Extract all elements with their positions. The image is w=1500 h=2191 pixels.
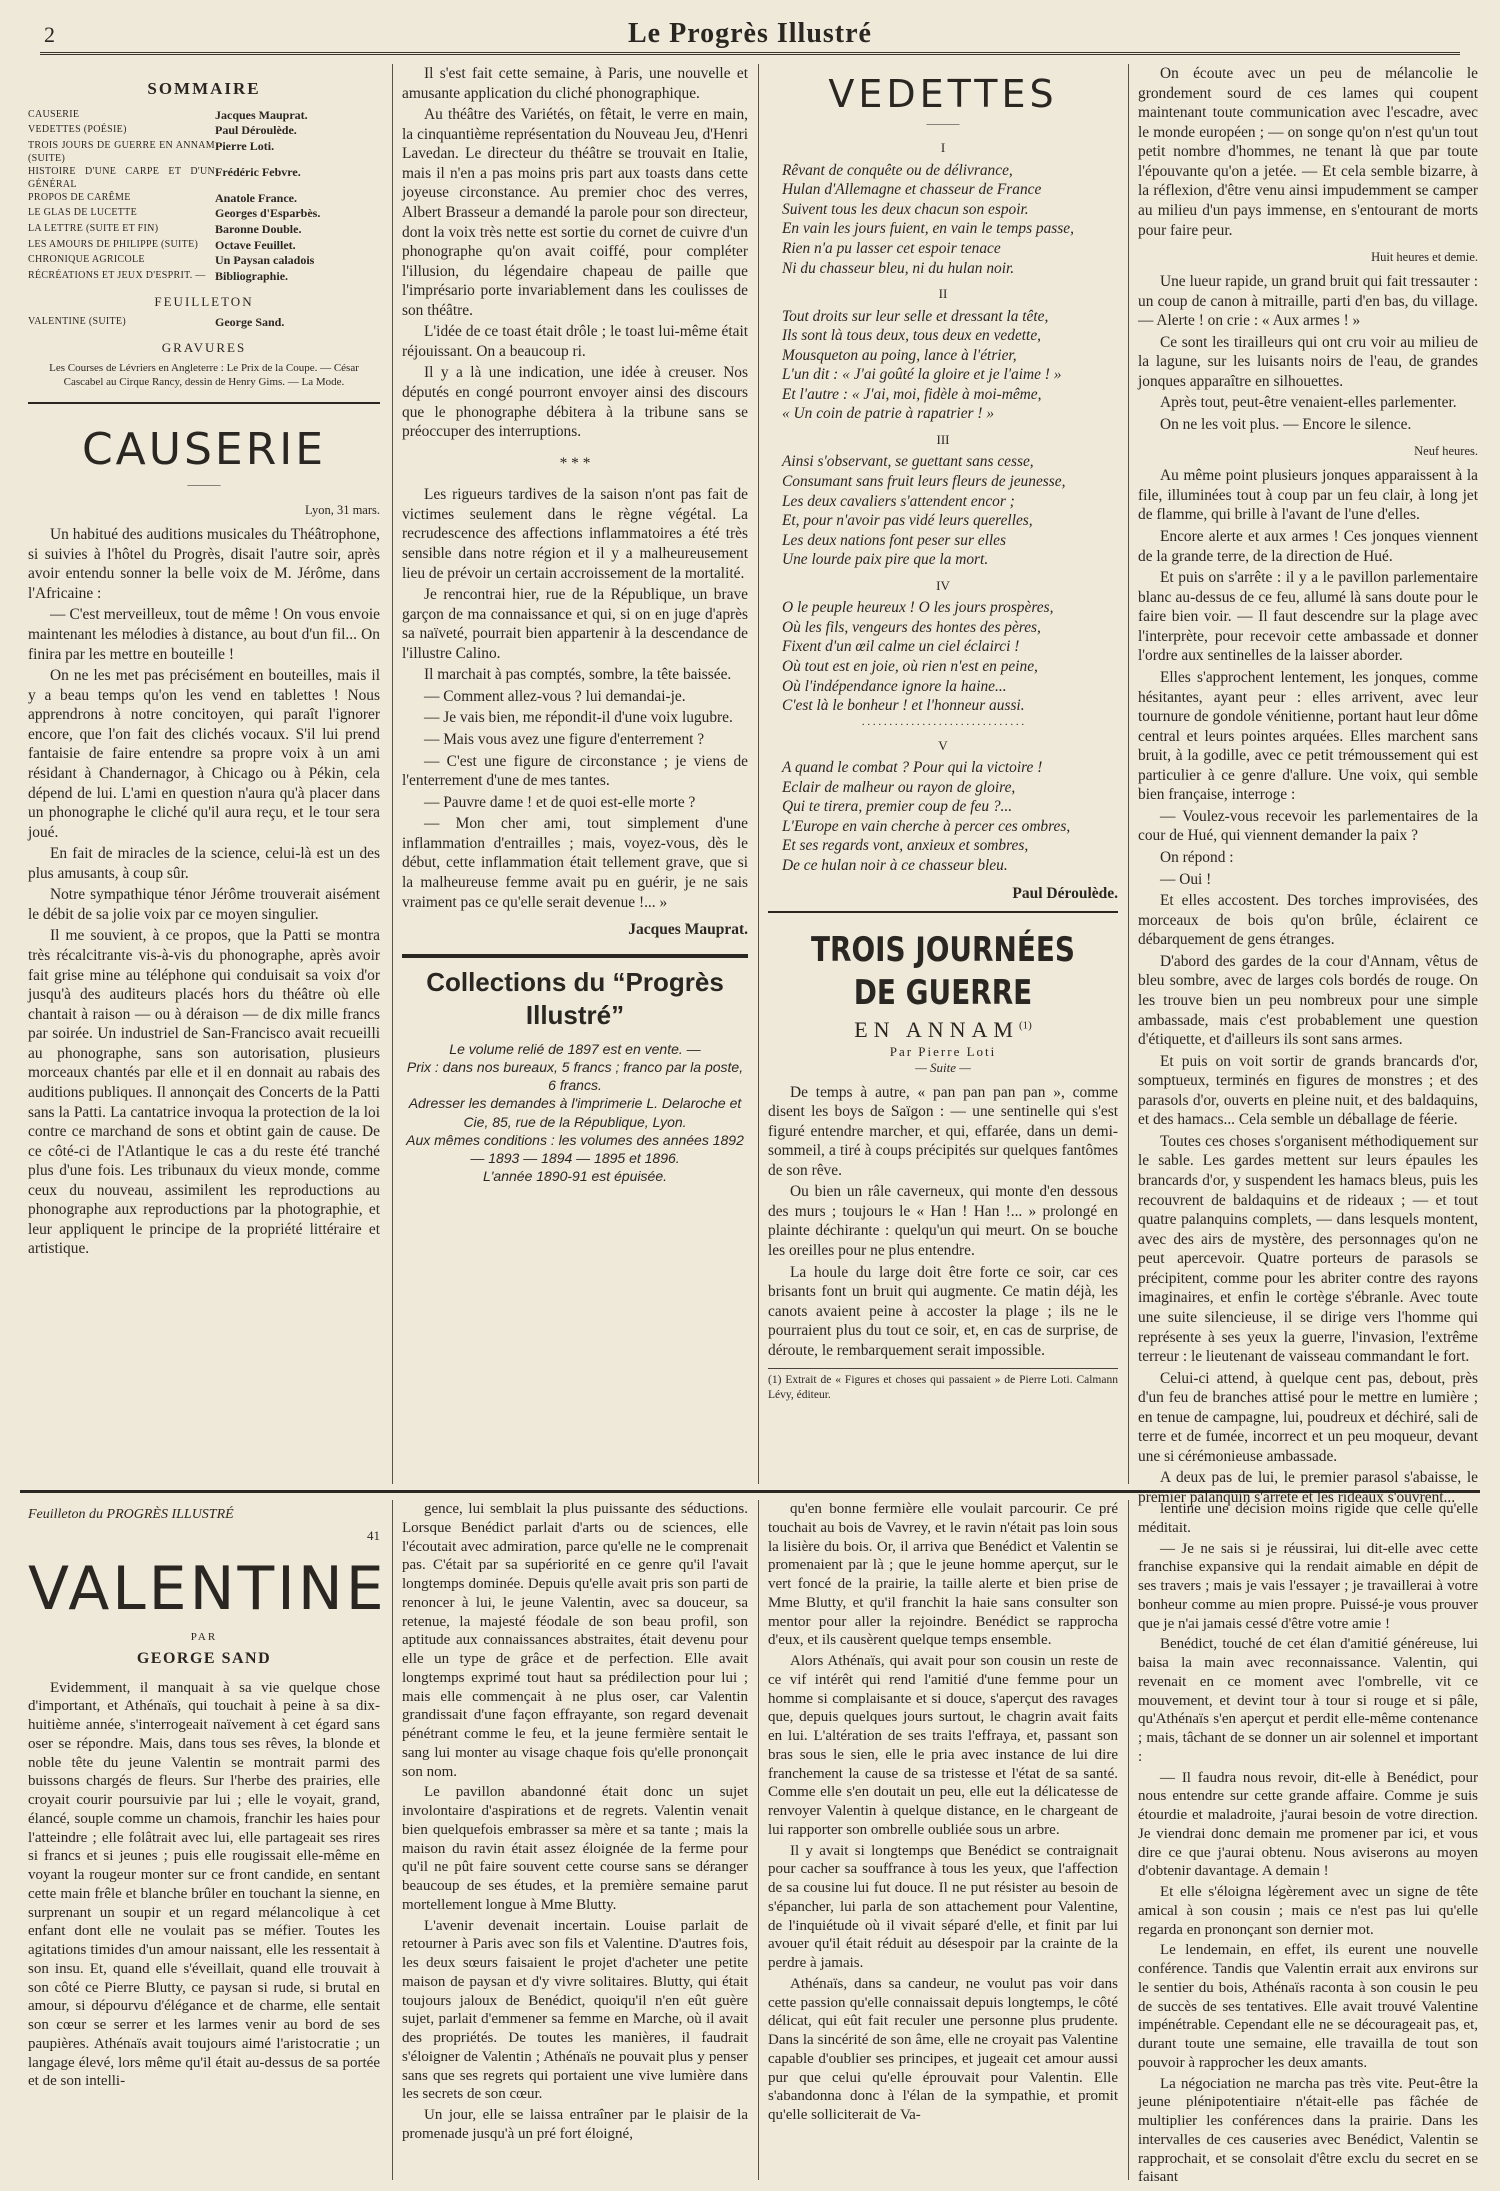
time-marker: Huit heures et demie. [1371, 250, 1478, 265]
valentine-title: VALENTINE [28, 1553, 387, 1624]
paragraph: D'abord des gardes de la cour d'Annam, vêtus de bleu sombre, avec de larges cols bordés de rouge. On les trouve bien un peu nombreux pour une simple ambassade, mais c'est probablement une question d'étiquette, et d'ailleurs ils sont sans armes. [1138, 952, 1478, 1049]
verse-line: Où les fils, vengeurs des hontes des pères, [782, 618, 1041, 636]
paragraph: On écoute avec un peu de mélancolie le grondement sourd de ces lames qui coupent maintenant toute communication avec l'escadre, avec le monde européen ; — on songe qu'on n'est qu'un tout petit nombre d'hommes, ne tenant là que par toute l'épouvante qu'on a jetée. — Et cela semble bizarre, à la réflexion, d'être venu ainsi impudemment se camper au milieu d'un pays immense, en s'entourant de morts pour faire peur. [1138, 65, 1478, 239]
stanza [768, 758, 1118, 875]
sommaire-item: CHRONIQUE AGRICOLE [28, 254, 145, 266]
paragraph: Et puis on voit sortir de grands brancards d'or, somptueux, terminés en figures de monstres ; et des parasols d'or, ouverts en pleine nuit, et des baldaquins, et des hamacs... Cela semble un déballage de féerie. [1138, 1052, 1478, 1129]
ornament: ——— [926, 118, 960, 131]
sommaire-author: Un Paysan caladois [215, 253, 315, 268]
paragraph: Il me souvient, à ce propos, que la Patti se montra très récalcitrante vis-à-vis du phonographe, après avoir fait grise mine au téléphone qui conduisait sa voix d'or jusqu'à des auditeurs placés hors du théâtre où elle chantait à raison — ou à déraison — de dix mille francs par soirée. Un industriel de San-Francisco avait recueilli au phonographe, sans son autorisation, plusieurs morceaux chantés par elle et il en donnait au rabais des auditions publiques. Il annonçait des Concerts de la Patti sans la Patti. La cantatrice invoqua la protection de la loi contre ce marchand de sons et obtint gain de cause. De ce côté-ci de l'Atlantique le cas a du reste été tranché plus d'une fois. Les tribunaux du vieux monde, comme ceux du nouveau, assimilent les reproductions au phonographe aux reproductions par la photographie, et leur appliquent le principe de la propriété littéraire et artistique. [28, 927, 380, 1258]
paragraph: — Pauvre dame ! et de quoi est-elle morte ? [424, 793, 696, 811]
column-3 [768, 64, 1118, 1484]
causerie-body-1 [28, 525, 380, 1259]
paragraph: Et puis on s'arrête : il y a le pavillon parlementaire blanc au-dessus de ce feu, allumé là sans doute pour le faire bien voir. — Il faut descendre sur la plage avec l'interprète, pour recevoir cette ambassade et donner l'ordre aux sentinelles de la laisser aborder. [1138, 569, 1478, 665]
feuilleton-column-3 [768, 1500, 1118, 2180]
vedettes-title: VEDETTES [828, 72, 1058, 116]
feuilleton-body-4 [1138, 1500, 1478, 2187]
sommaire-author: Anatole France. [215, 190, 297, 205]
page-number: 2 [44, 22, 55, 47]
sommaire-author: Paul Déroulède. [215, 123, 297, 138]
ad-text [402, 1040, 748, 1186]
paragraph: lentine une décision moins rigide que celle qu'elle méditait. [1138, 1501, 1478, 1536]
stanza [768, 307, 1118, 424]
sommaire [28, 78, 380, 390]
sommaire-entry [28, 123, 380, 139]
paragraph: — Je ne sais si je réussirai, lui dit-elle avec cette franchise expansive qui la rendait aimable en dépit de ses travers ; mais je vais l'essayer ; je travaillerai à votre bonheur comme au mien propre. Puissé-je vous prouver que je n'ai jamais cessé d'être votre amie ! [1138, 1540, 1478, 1632]
stanza-number: III [936, 431, 950, 447]
verse-line: Hulan d'Allemagne et chasseur de France [782, 181, 1042, 199]
paragraph: On répond : [1160, 849, 1234, 866]
verse-line: Et ses regards vont, anxieux et sombres, [782, 837, 1029, 855]
column-1 [28, 64, 380, 1484]
column-rule [1128, 1500, 1129, 2180]
feuilleton-label: Feuilleton du PROGRÈS ILLUSTRÉ [28, 1507, 234, 1522]
column-2 [402, 64, 748, 1484]
loti-body-c [1138, 466, 1478, 1507]
paragraph: Les rigueurs tardives de la saison n'ont pas fait de victimes seulement dans le règne végétal. La recrudescence des affections inflammatoires a été très sensible dans notre région et il y a malheureusement lieu de prévoir un certain accroissement de la mortalité. [402, 486, 748, 582]
paragraph: — C'est merveilleux, tout de même ! On vous envoie maintenant les mélodies à distance, au bout d'un fil... On finira par les mettre en bouteille ! [28, 606, 380, 663]
feuilleton-column-2 [402, 1500, 748, 2180]
sommaire-item: CAUSERIE [28, 108, 80, 120]
trois-title: TROIS JOURNÉES DE GUERRE [810, 930, 1076, 1014]
sommaire-item: LA LETTRE (SUITE ET FIN) [28, 222, 159, 234]
loti-body-a [1138, 64, 1478, 240]
sommaire-item: VALENTINE (SUITE) [28, 315, 126, 327]
verse-line: Fixent d'un œil calme un ciel éclairci ! [782, 638, 1020, 656]
verse-line: Eclair de malheur ou rayon de gloire, [782, 778, 1016, 796]
paragraph: La houle du large doit être forte ce soir, car ces brisants font un bruit qui augmente. Ce matin déjà, les canots avaient peine à accoster la plage ; ils ne le pourraient plus du tout ce soir, et, en cas de surprise, de déroute, le rembarquement serait impossible. [768, 1263, 1118, 1359]
column-rule [392, 64, 393, 1484]
verse-line: Ni du chasseur bleu, ni du hulan noir. [782, 259, 1015, 277]
sommaire-entry [28, 269, 380, 285]
verse-line: O le peuple heureux ! O les jours prospères, [782, 599, 1054, 617]
paragraph: Ou bien un râle caverneux, qui monte d'en dessous des murs ; toujours le « Han ! Han !... » prolongé en plainte déchirante : quelqu'un qui meurt. On se bouche les oreilles pour ne plus entendre. [768, 1183, 1118, 1260]
trois-subtitle [768, 1016, 1118, 1044]
paragraph: gence, lui semblait la plus puissante des séductions. Lorsque Benédict parlait d'arts ou de sciences, elle l'écoutait avec admiration, parce qu'elle ne le comprenait pas. C'était par sa supériorité en ce genre qu'il l'avait longtemps dominée. Depuis qu'elle avait pris son parti de renoncer à lui, le jeune Valentin, avec sa douceur, sa retenue, la majesté féodale de son beau profil, son aptitude aux connaissances abstraites, était devenu pour elle un type de grâce et de perfection. Elle avait longtemps exprimé tout haut sa prédilection pour lui ; mais elle commençait à ne plus oser, car Valentin grandissait d'une façon effrayante, son regard devenait pénétrant comme le feu, et la jeune fermière sentait le sang lui monter au visage chaque fois qu'elle prononçait son nom. [402, 1501, 748, 1780]
sommaire-entry [28, 206, 380, 222]
verse-line: Rien n'a pu lasser cet espoir tenace [782, 239, 1001, 257]
paragraph: — C'est une figure de circonstance ; je viens de l'enterrement d'une de mes tantes. [402, 752, 748, 790]
trois-byline: Par Pierre Loti [889, 1043, 997, 1059]
paragraph: On ne les voit plus. — Encore le silence. [1160, 415, 1412, 433]
stanza [768, 598, 1118, 715]
footnote-mark: (1) [1018, 1019, 1032, 1032]
feuilleton-label: FEUILLETON [154, 294, 254, 310]
paragraph: L'avenir devenait incertain. Louise parlait de retourner à Paris avec son fils et Valentine. D'autres fois, les deux sœurs faisaient le projet d'acheter une petite maison de paysan et d'y vivre solitaires. Blutty, qui était toujours jaloux de Benédict, quoiqu'il n'en eût guère sujet, parlait d'emmener sa femme en Marche, où il avait des propriétés. De toutes les manières, il faudrait s'éloigner de Valentin ; Athénaïs ne pouvait plus y penser sans que ses regrets qui portaient une vive lumière dans les secrets de son cœur. [402, 1917, 748, 2103]
paragraph: Celui-ci attend, à quelque cent pas, debout, près d'un feu de branches attisé pour le mettre en lumière ; en tenue de campagne, lui, poudreux et déchiré, sali de terre et de fumée, incorrect et un peu moqueur, devant une si cérémonieuse ambassade. [1138, 1369, 1478, 1465]
paragraph: Toutes ces choses s'organisent méthodiquement sur le sable. Les gardes mettent sur leurs épaules les brancards d'or, y suspendent les hamacs bleus, puis les recouvrent de baldaquins et de rideaux ; — et tout quatre palanquins complets, — dans lesquels montent, avec des airs de mystère, des personnages qu'on ne peut apercevoir. Quatre porteurs de parasols se précipitent, comme pour les abriter contre des rayons imaginaires, et enfin le cortège s'ébranle. Avec toute une suite silencieuse, il se dirige vers l'homme qui représente à ses yeux la guerre, l'invasion, l'extrême terreur : le lieutenant de vaisseau commandant le fort. [1138, 1132, 1478, 1366]
verse-line: Consumant sans fruit leurs fleurs de jeunesse, [782, 473, 1066, 491]
paragraph: Et elle s'éloigna légèrement avec un signe de tête amical à son cousin ; mais ce n'est pas lui qu'elle regarda en prononçant son dernier mot. [1138, 1884, 1478, 1938]
feuilleton-body-1 [28, 1679, 380, 2092]
paragraph: Le pavillon abandonné était donc un sujet involontaire d'aspirations et de regrets. Valentin venait bien quelquefois embrasser sa mère et sa tante ; mais la maison du ravin était assez éloignée de la ferme pour qu'il ne pût faire souvent cette course sans se déranger beaucoup de ses études, et la première semaine parut mortellement longue à Mme Blutty. [402, 1784, 748, 1913]
feuilleton-column-4 [1138, 1500, 1478, 2186]
gravures-text: Les Courses de Lévriers en Angleterre : Le Prix de la Coupe. — César Cascabel au Cirque Rancy, dessin de Henry Gims. — La Mode. [49, 361, 359, 389]
sommaire-entry [28, 238, 380, 254]
time-marker: Neuf heures. [1414, 444, 1478, 459]
paragraph: De temps à autre, « pan pan pan pan », comme disent les boys de Saïgon : — une sentinelle qui s'est figuré entendre marcher, et qui, effarée, dans un demi-sommeil, a tiré à coups précipités sur quelques fantômes de son rêve. [768, 1083, 1118, 1179]
paragraph: Il y a là une indication, une idée à creuser. Nos députés en congé pourront envoyer ainsi des discours que le phonographe débitera à la tribune sans se préoccuper des interruptions. [402, 364, 748, 441]
column-rule [758, 1500, 759, 2180]
sommaire-item: PROPOS DE CARÊME [28, 191, 131, 203]
paragraph: Notre sympathique ténor Jérôme trouverait aisément le débit de sa jolie voix par ce moyen singulier. [28, 886, 380, 923]
sommaire-author: George Sand. [215, 314, 285, 329]
stanza [768, 452, 1118, 569]
stanza-number: V [938, 737, 948, 753]
trois-suite: — Suite — [915, 1060, 971, 1076]
paragraph: Après tout, peut-être venaient-elles parlementer. [1160, 394, 1457, 412]
sommaire-entry [28, 165, 380, 191]
gravures-label: GRAVURES [161, 340, 247, 356]
stanza [768, 161, 1118, 278]
ornament: ——— [187, 479, 221, 492]
sommaire-author: Pierre Loti. [215, 138, 275, 153]
trois-body [768, 1083, 1118, 1361]
paragraph: Ce sont les tirailleurs qui ont cru voir au milieu de la lagune, sur les luisants noirs de l'eau, de grandes jonques apparaître en silhouettes. [1138, 333, 1478, 390]
feuilleton-body-2 [402, 1500, 748, 2144]
verse-line: C'est là le bonheur ! et l'honneur aussi. [782, 697, 1025, 715]
paragraph: L'idée de ce toast était drôle ; le toast lui-même était réjouissant. On a beaucoup ri. [402, 323, 748, 360]
sommaire-entry [28, 315, 380, 331]
sommaire-entry [28, 253, 380, 269]
verse-line: Qui te tirera, premier coup de feu ?... [782, 798, 1013, 816]
ellipsis-line: . . . . . . . . . . . . . . . . . . . . . . . . . . . . . . [861, 715, 1025, 728]
verse-line: Où l'indépendance ignore la haine... [782, 677, 1007, 695]
verse-line: Ils sont là tous deux, tous deux en vedette, [782, 327, 1042, 345]
paragraph: Il y avait si longtemps que Benédict se contraignait pour cacher sa souffrance à tous les yeux, que l'affection de sa cousine lui fut douce. Il ne put résister au besoin de s'épancher, lui parla de son attachement pour Valentine, de l'inquiétude où il vivait séparé d'elle, et finit par lui avouer qu'il était réduit au désespoir par la crainte de la perdre à jamais. [768, 1842, 1118, 1971]
sommaire-item: LE GLAS DE LUCETTE [28, 207, 137, 219]
feuilleton-body-3 [768, 1500, 1118, 2125]
sommaire-item: HISTOIRE D'UNE CARPE ET D'UN GÉNÉRAL [28, 165, 215, 190]
causerie-body-2 [402, 64, 748, 442]
ad-title: Collections du “Progrès Illustré” [426, 966, 724, 1030]
causerie-body-3 [402, 485, 748, 912]
verse-line: L'un dit : « J'ai goûté la gloire et je l'aime ! » [782, 366, 1062, 384]
section-divider [768, 911, 1118, 913]
paragraph: qu'en bonne fermière elle voulait parcourir. Ce pré touchait au bois de Vavrey, et le ravin n'était pas loin sous la lisière du bois. Or, il arriva que Benédict et Valentin se promenaient par là ; que le jeune homme aperçut, sur le vert foncé de la prairie, la taille alerte et bien prise de Mme Blutty, et qu'il franchit la haie sans consulter son mentor pour aller la rejoindre. Benédict se rapprocha d'eux, et ils causèrent quelque temps ensemble. [768, 1501, 1118, 1649]
page-header [40, 12, 1460, 55]
feuilleton-number: 41 [367, 1527, 380, 1543]
verse-line: Les deux cavaliers s'attendent encor ; [782, 492, 1015, 510]
stanza-number: II [938, 286, 948, 302]
verse-line: Suivent tous les deux chacun son espoir. [782, 200, 1029, 218]
paragraph: Athénaïs, dans sa candeur, ne voulut pas voir dans cette passion qu'elle connaissait depuis longtemps, le côté délicat, qui eût fait reculer une personne plus prudente. Dans la sincérité de son âme, elle ne croyait pas Valentine capable d'oublier ses principes, et jugeait cet amour aussi pur que celui qu'elle éprouvait pour Valentin. Elle s'abandonna donc à l'élan de la sympathie, et promit qu'elle solliciterait de Va- [768, 1975, 1118, 2123]
stanza-number: IV [936, 577, 950, 593]
column-4 [1138, 64, 1478, 1506]
paragraph: La négociation ne marcha pas très vite. Peut-être la jeune plénipotentiaire n'était-elle pas fâchée de multiplier les conférences dans la prairie. Dans les intervalles de ces causeries avec Benédict, Valentin se rapprochait, et se consolait d'être exclu du secret en se faisant [1138, 2075, 1478, 2186]
ad-line: Aux mêmes conditions : les volumes des années 1892 — 1893 — 1894 — 1895 et 1896. [406, 1131, 744, 1166]
ad-line: Le volume relié de 1897 est en vente. — [449, 1040, 701, 1057]
paragraph: Il marchait à pas comptés, sombre, la tête baissée. [424, 666, 732, 684]
paragraph: Je rencontrai hier, rue de la République, un brave garçon de ma connaissance et qui, si on en juge d'après sa naïveté, pourrait bien appartenir à la descendance de l'illustre Calino. [402, 586, 748, 662]
verse-line: Et l'autre : « J'ai, moi, fidèle à moi-même, [782, 385, 1042, 403]
ad-line: L'année 1890-91 est épuisée. [482, 1168, 668, 1185]
verse-line: Une lourde paix pire que la mort. [782, 551, 989, 569]
masthead-title: Le Progrès Illustré [628, 18, 872, 49]
sommaire-entry [28, 108, 380, 124]
verse-line: En vain les jours fuient, en vain le temps passe, [782, 220, 1074, 238]
column-rule [1128, 64, 1129, 1484]
sommaire-title: SOMMAIRE [147, 79, 261, 98]
paragraph: — Oui ! [1160, 870, 1212, 888]
causerie-title: CAUSERIE [81, 423, 327, 475]
paragraph: — Mais vous avez une figure d'enterrement ? [424, 731, 705, 748]
paragraph: — Je vais bien, me répondit-il d'une voix lugubre. [424, 709, 733, 727]
sommaire-author: Bibliographie. [215, 268, 289, 283]
verse-line: A quand le combat ? Pour qui la victoire ! [782, 759, 1043, 777]
sommaire-author: Octave Feuillet. [215, 237, 296, 252]
verse-line: Rêvant de conquête ou de délivrance, [782, 161, 1013, 179]
paragraph: Benédict, touché de cet élan d'amitié généreuse, lui baisa la main avec reconnaissance. Valentin, qui revenait en ce moment avec l'ombrelle, vit ce mouvement, et devint tour à tour si rouge et si pâle, qu'Athénaïs s'en aperçut et perdit elle-même contenance ; mais, tâchant de se donner un air solennel et important : [1138, 1636, 1478, 1765]
loti-body-b [1138, 272, 1478, 435]
paragraph: Au théâtre des Variétés, on fêtait, le verre en main, la cinquantième représentation du Nouveau Jeu, d'Henri Lavedan. Le directeur du théâtre se trouvait en Italie, mais il n'en a pas moins pris part aux toasts dans cette joyeuse circonstance. Au premier choc des verres, Albert Brasseur a demandé la parole pour son directeur, dont la voix très nette est sortie du cornet de cuivre d'un phonographe qu'on avait coiffé, pour compléter l'illusion, du légendaire chapeau de paille que l'imprésario porte invariablement dans les coulisses de son théâtre. [402, 106, 748, 319]
sommaire-author: Jacques Mauprat. [215, 107, 308, 122]
collections-ad [402, 954, 748, 1186]
sommaire-item: TROIS JOURS DE GUERRE EN ANNAM (SUITE) [28, 139, 215, 164]
trois-subtitle-text: EN ANNAM [854, 1016, 1019, 1042]
stars-divider: * * * [559, 454, 591, 472]
verse-line: Mousqueton au poing, lance à l'étrier, [782, 346, 1017, 364]
feuilleton-author: GEORGE SAND [136, 1649, 272, 1667]
trois-footnote: (1) Extrait de « Figures et choses qui passaient » de Pierre Loti. Calmann Lévy, éditeur. [768, 1368, 1118, 1402]
column-rule [392, 1500, 393, 2180]
ad-line: Prix : dans nos bureaux, 5 francs ; franco par la poste, 6 francs. [406, 1058, 744, 1094]
sommaire-item: VEDETTES (POÉSIE) [28, 124, 127, 136]
sommaire-list [28, 108, 380, 285]
paragraph: On ne les met pas précisément en bouteilles, mais il y a beau temps qu'on les vend en tablettes ! Nous apprendrons à notre concitoyen, qui paraît l'ignorer encore, que l'on fait des clichés vocaux. S'il lui prend fantaisie de faire entendre sa propre voix à un ami résidant à Chandernagor, à Chicago ou à Pékin, cela dépend de lui. L'ami en question n'aura qu'à placer dans un phonographe le cliché qu'il aura reçu, et le tour sera joué. [28, 667, 380, 841]
sommaire-entry [28, 222, 380, 238]
causerie-signature: Jacques Mauprat. [628, 921, 748, 939]
sommaire-item: RÉCRÉATIONS ET JEUX D'ESPRIT. — [28, 269, 206, 281]
stanza-number: I [940, 140, 946, 156]
paragraph: Encore alerte et aux armes ! Ces jonques viennent de la grande terre, de la direction de Hué. [1138, 528, 1478, 565]
paragraph: En fait de miracles de la science, celui-là est un des plus amusants, à coup sûr. [28, 845, 380, 882]
paragraph: Au même point plusieurs jonques apparaissent à la file, illuminées tout à coup par un feu clair, à long jet de flamme, qui brille à l'avant de l'une d'elles. [1138, 467, 1478, 524]
sommaire-author: Frédéric Febvre. [215, 164, 301, 179]
vedettes-signature: Paul Déroulède. [1012, 884, 1118, 902]
sommaire-author: Georges d'Esparbès. [215, 206, 321, 221]
par-label: PAR [190, 1630, 218, 1643]
paragraph: — Comment allez-vous ? lui demandai-je. [424, 687, 686, 705]
paragraph: — Voulez-vous recevoir les parlementaires de la cour de Hué, qui viennent demander la paix ? [1138, 807, 1478, 845]
paragraph: Il s'est fait cette semaine, à Paris, une nouvelle et amusante application du cliché phonographique. [402, 65, 748, 102]
sommaire-author: Baronne Double. [215, 221, 302, 236]
paragraph: Elles s'approchent lentement, les jonques, comme hésitantes, ayant peur : elles arrivent, avec leur tournure de gondole vénitienne, portant haut leur dôme central et leurs pointes arquées. Elles marchent sans bruit, à la godille, avec ce petit trémoussement qui est particulier à ce genre d'allure. Une voix, qui semble bien française, interroge : [1138, 668, 1478, 804]
sommaire-entry [28, 139, 380, 165]
paragraph: Une lueur rapide, un grand bruit qui fait tressauter : un coup de canon à mitraille, parti d'en bas, du village. — Alerte ! on crie : « Aux armes ! » [1138, 272, 1478, 330]
vedettes-poem [768, 140, 1118, 875]
paragraph: — Mon cher ami, tout simplement d'une inflammation d'entrailles ; mais, voyez-vous, dès le début, cette inflammation était tellement grave, que si la malheureuse femme avait pu en guérir, je ne sais vraiment pas ce qu'elle serait devenue !... » [402, 815, 748, 911]
verse-line: Et, pour n'avoir pas vidé leurs querelles, [782, 512, 1033, 530]
paragraph: — Il faudra nous revoir, dit-elle à Benédict, pour nous entendre sur cette grande affaire. Comme je suis étourdie et maladroite, j'aurai besoin de votre direction. Je viendrai donc demain me promener par ici, et vous dire ce que j'aurai obtenu. Nous aviserons au moyen d'obtenir davantage. A demain ! [1138, 1769, 1478, 1880]
verse-line: De ce hulan noir à ce chasseur bleu. [782, 857, 1008, 874]
verse-line: Ainsi s'observant, se guettant sans cesse, [782, 453, 1034, 471]
verse-line: Où tout est en joie, où rien n'est en peine, [782, 658, 1038, 676]
paragraph: Alors Athénaïs, qui avait pour son cousin un reste de ce vif intérêt qui rend l'amitié d'une femme pour un homme si complaisante et si douce, s'aperçut des ravages que, depuis quelques jours surtout, le chagrin avait faits en lui. L'altération de ses traits l'effraya, et, passant son bras sous le sien, elle le pria avec instance de lui dire franchement la cause de sa tristesse et l'état de sa santé. Comme elle s'en doutait un peu, elle eut la délicatesse de renvoyer Valentin à quelque distance, en le chargeant de lui rapporter son ombrelle oubliée sous un arbre. [768, 1653, 1118, 1838]
verse-line: Tout droits sur leur selle et dressant la tête, [782, 307, 1049, 325]
paragraph: A deux pas de lui, le premier parasol s'abaisse, le premier palanquin s'arrête et les rideaux s'ouvrent... [1138, 1469, 1478, 1506]
verse-line: L'Europe en vain cherche à percer ces ombres, [782, 817, 1071, 835]
sommaire-entry [28, 191, 380, 207]
paragraph: Un habitué des auditions musicales du Théâtrophone, si suivies à l'hôtel du Progrès, disait l'autre soir, après avoir entendu sonner la belle voix de M. Jérôme, dans l'Africaine : [28, 526, 380, 602]
verse-line: « Un coin de patrie à rapatrier ! » [782, 405, 995, 423]
ad-line: Adresser les demandes à l'imprimerie L. Delaroche et Cie, 85, rue de la République, Lyon. [408, 1095, 742, 1130]
sommaire-item: LES AMOURS DE PHILIPPE (SUITE) [28, 238, 199, 250]
feuilleton-column-1 [28, 1500, 387, 2180]
paragraph: Evidemment, il manquait à sa vie quelque chose d'important, et Athénaïs, qui touchait à peine à sa dix-huitième année, s'interrogeait naïvement à cet égard sans oser se répondre. Mais, dans tous ses rêves, la blonde et noble tête du jeune Valentin se montrait parmi des buissons chargés de fleurs. Sur l'herbe des prairies, elle croyait courir poursuivie par lui ; elle le voyait, grand, élancé, souple comme un chamois, franchir les haies pour l'atteindre ; elle folâtrait avec lui, elle partageait ses rires si francs et si jeunes ; puis elle rougissait elle-même en voyant la rougeur monter sur ce front candide, en sentant cette main frêle et blanche brûler en touchant la sienne, en surprenant un soupir et un regard mélancolique à cet enfant dont elle ne voulait pas se méfier. Toutes les agitations timides d'un amour naissant, elle les ressentait à son insu. Et, quand elle s'éveillait, quand elle trouvait à son côté ce Pierre Blutty, ce paysan si rude, si brutal en amour, si dépourvu d'élégance et de charme, elle sentait son cœur se serrer et les larmes venir au bord de ses paupières. Athénaïs avait toujours aimé l'aristocratie ; un langage élevé, lors même qu'il était au-dessus de sa portée et de son intelli- [28, 1679, 380, 2090]
column-rule [758, 64, 759, 1484]
section-divider [28, 402, 380, 404]
paragraph: Un jour, elle se laissa entraîner par le plaisir de la promenade jusqu'à un pré fort éloigné, [402, 2107, 748, 2142]
paragraph: Et elles accostent. Des torches improvisées, des morceaux de bois qu'on brûle, éclairent ce débarquement de gens étranges. [1138, 892, 1478, 949]
causerie-dateline: Lyon, 31 mars. [305, 503, 380, 518]
verse-line: Les deux nations font peser sur elles [782, 531, 1006, 549]
paragraph: Le lendemain, en effet, ils eurent une nouvelle conférence. Tandis que Valentin errait aux environs sur le sentier du bois, Athénaïs raconta à son cousin le peu de succès de ses tentatives. Elle avait trouvé Valentine impénétrable. Cependant elle ne se décourageait pas, et, durant toute une semaine, elle travailla de tout son pouvoir à rapprocher les deux amants. [1138, 1942, 1478, 2071]
